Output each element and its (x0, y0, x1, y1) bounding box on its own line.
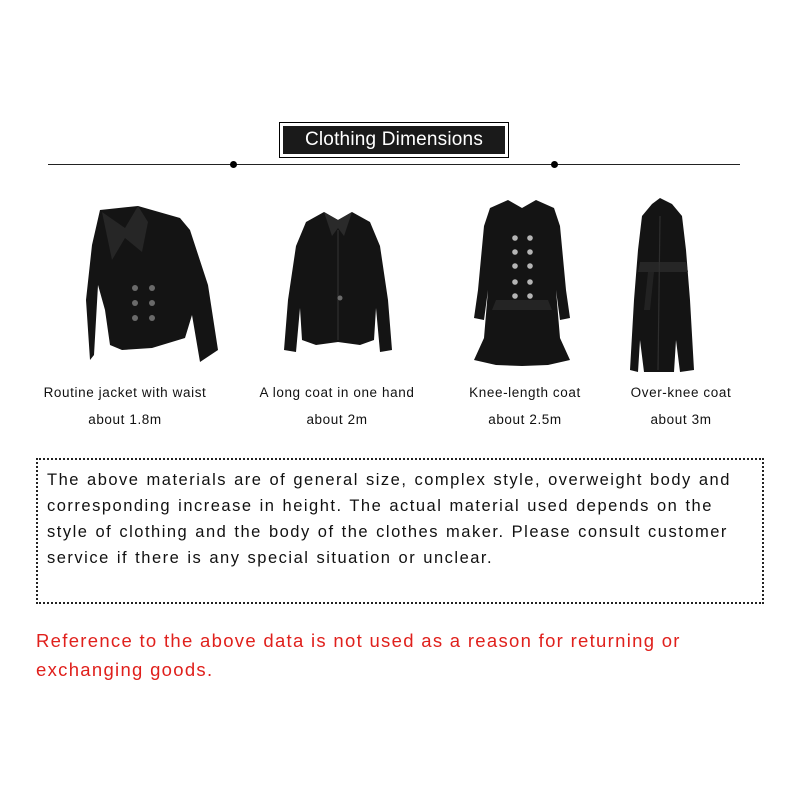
garment-item (586, 190, 776, 440)
garment-fabric: about 1.8m (88, 412, 162, 427)
notice-text: The above materials are of general size, complex style, overweight body and corresponding increase in height. The actual material used depends on the style of clothing and the body of the clothes maker. Please consult customer service if there is any special situation or unclear. (47, 471, 731, 567)
blazer-icon (242, 190, 432, 380)
garment-label: A long coat in one hand (259, 385, 415, 400)
garment-label: Over-knee coat (630, 385, 732, 400)
section-title-box (279, 122, 509, 158)
garment-fabric: about 2.5m (488, 412, 562, 427)
garment-list (30, 190, 770, 440)
divider-line (48, 164, 740, 165)
short-jacket-icon (30, 190, 220, 380)
garment-item (242, 190, 432, 440)
notice-box (36, 458, 764, 604)
garment-item (30, 190, 220, 440)
disclaimer-text: Reference to the above data is not used as a reason for returning or exchanging goods. (36, 630, 681, 680)
garment-fabric: about 3m (650, 412, 712, 427)
long-coat-icon (586, 190, 776, 380)
divider-dot-right (551, 161, 558, 168)
section-title: Clothing Dimensions (283, 126, 505, 154)
garment-fabric: about 2m (306, 412, 368, 427)
divider-dot-left (230, 161, 237, 168)
garment-label: Routine jacket with waist (43, 385, 207, 400)
garment-label: Knee-length coat (469, 385, 581, 400)
